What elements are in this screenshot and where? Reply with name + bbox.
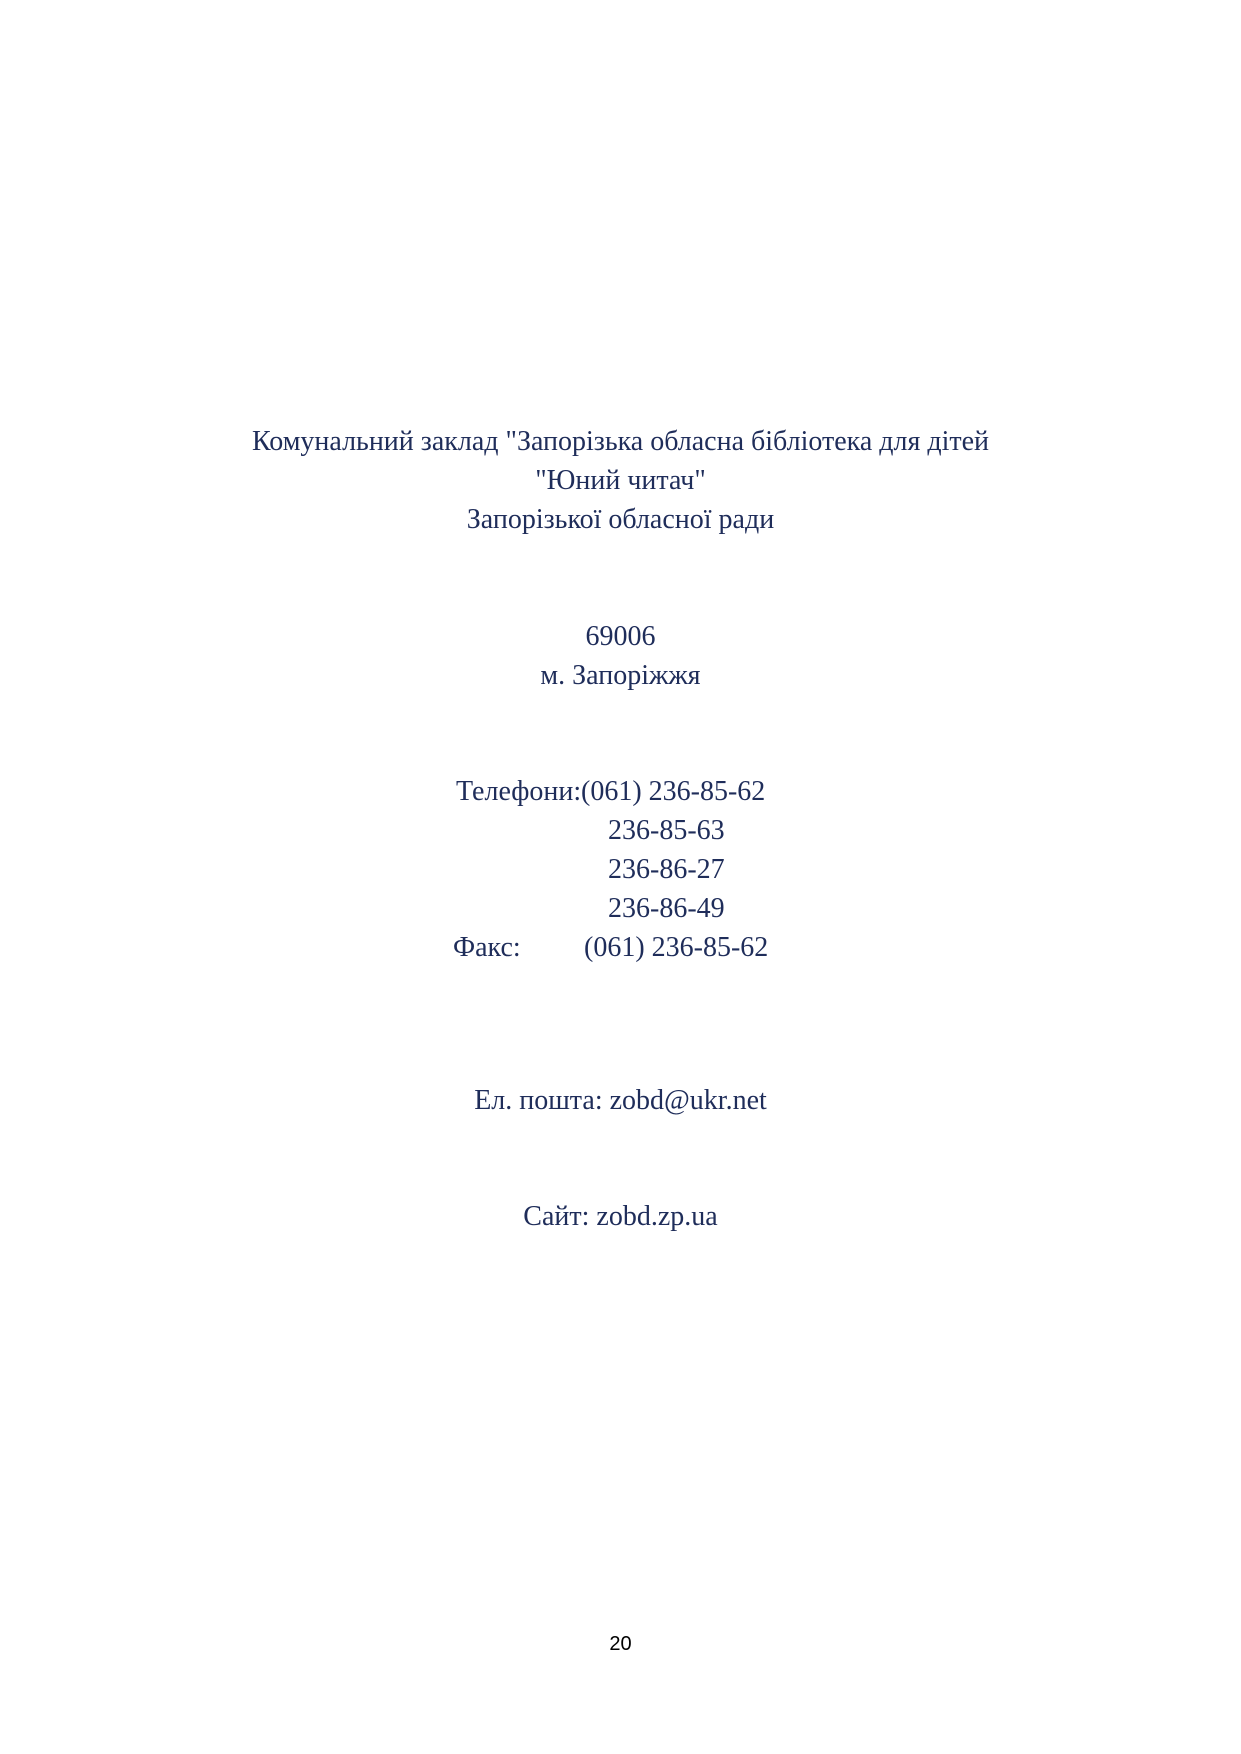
organization-name-line-1: Комунальний заклад "Запорізька обласна бібліотека для дітей (251, 426, 990, 457)
organization-block (0, 422, 1241, 539)
fax-label: Факс: (453, 932, 521, 963)
organization-name-line-3: Запорізької обласної ради (466, 504, 775, 535)
phone-number: 236-85-63 (608, 815, 725, 846)
phone-number: (061) 236-85-62 (581, 776, 766, 807)
phone-number: 236-86-49 (608, 893, 725, 924)
contacts-block (453, 772, 853, 967)
postal-code: 69006 (585, 621, 656, 652)
phones-label: Телефони: (456, 776, 582, 807)
address-block (0, 617, 1241, 695)
phone-row (453, 889, 853, 928)
organization-name-line-2: "Юний читач" (535, 465, 706, 496)
website-line: Сайт: zobd.zp.ua (523, 1201, 718, 1232)
phone-row (453, 850, 853, 889)
phone-number: 236-86-27 (608, 854, 725, 885)
page-number: 20 (609, 1633, 632, 1655)
fax-number: (061) 236-85-62 (584, 932, 769, 963)
email-line: Ел. пошта: zobd@ukr.net (474, 1085, 767, 1116)
fax-row (453, 928, 853, 967)
city: м. Запоріжжя (540, 660, 701, 691)
phone-row (453, 811, 853, 850)
phone-row (453, 772, 853, 811)
